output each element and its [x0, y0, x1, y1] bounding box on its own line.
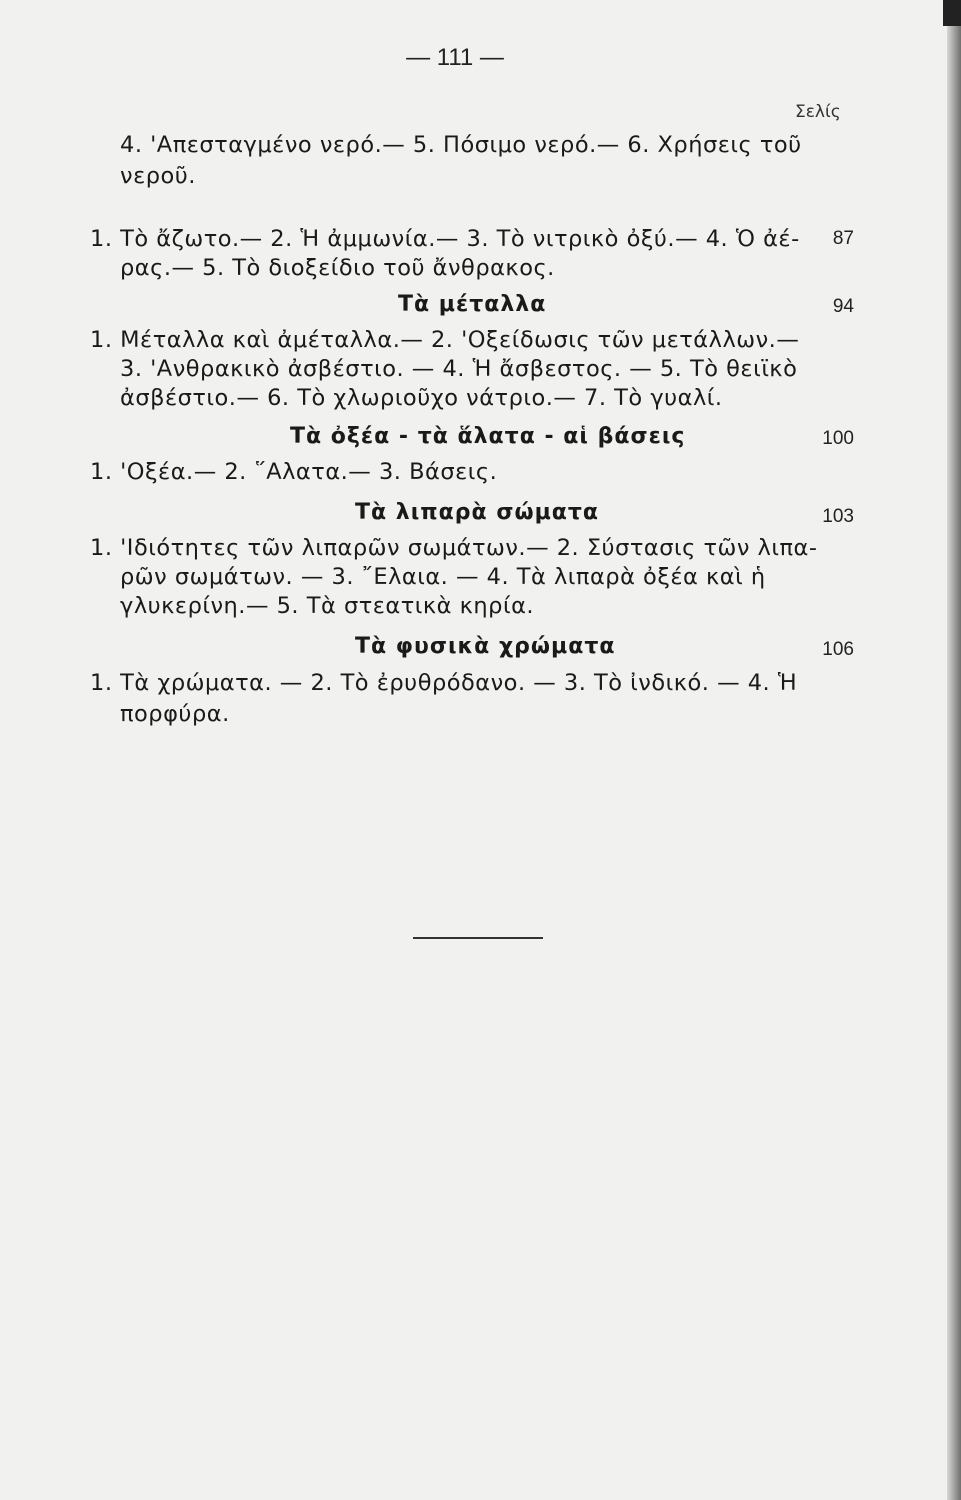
metals-page-ref: 94	[832, 296, 854, 317]
nitrogen-line-1: 1. Τὸ ἄζωτο.— 2. Ἡ ἀμμωνία.— 3. Τὸ νιτρικὸ ὀξύ.— 4. Ὁ ἀέ-	[90, 226, 800, 252]
metals-line-3: ἀσβέστιο.— 6. Τὸ χλωριοῦχο νάτριο.— 7. Τὸ γυαλί.	[120, 385, 723, 411]
nitrogen-page-ref: 87	[832, 228, 854, 249]
fats-line-1: 1. 'Ιδιότητες τῶν λιπαρῶν σωμάτων.— 2. Σύστασις τῶν λιπα-	[90, 535, 818, 561]
fats-line-2: ρῶν σωμάτων. — 3. ῎Ελαια. — 4. Τὰ λιπαρὰ ὀξέα καὶ ἡ	[120, 564, 766, 590]
acids-heading: Τὰ ὀξέα - τὰ ἅλατα - αἱ βάσεις	[290, 424, 686, 449]
fats-heading: Τὰ λιπαρὰ σώματα	[355, 500, 600, 525]
colors-line-1: 1. Τὰ χρώματα. — 2. Τὸ ἐρυθρόδανο. — 3. Τὸ ἰνδικό. — 4. Ἡ	[90, 670, 798, 696]
intro-line-2: νεροῦ.	[120, 163, 196, 189]
colors-heading: Τὰ φυσικὰ χρώματα	[355, 634, 616, 659]
pages-column-header: Σελίς	[795, 102, 841, 122]
page-corner-shadow	[943, 0, 961, 26]
fats-page-ref: 103	[822, 506, 854, 527]
intro-line-1: 4. 'Απεσταγμένο νερό.— 5. Πόσιμο νερό.— 6. Χρήσεις τοῦ	[120, 132, 802, 158]
fats-line-3: γλυκερίνη.— 5. Τὰ στεατικὰ κηρία.	[120, 593, 535, 619]
page-edge-shadow	[947, 0, 961, 1500]
metals-line-1: 1. Μέταλλα καὶ ἀμέταλλα.— 2. 'Οξείδωσις τῶν μετάλλων.—	[90, 327, 800, 353]
metals-heading: Τὰ μέταλλα	[398, 292, 547, 317]
metals-line-2: 3. 'Ανθρακικὸ ἀσβέστιο. — 4. Ἡ ἄσβεστος. — 5. Τὸ θειϊκὸ	[120, 356, 798, 382]
acids-page-ref: 100	[822, 428, 854, 449]
end-rule	[413, 937, 543, 939]
colors-page-ref: 106	[822, 639, 854, 660]
colors-line-2: πορφύρα.	[120, 701, 230, 727]
page-number: — 111 —	[406, 44, 504, 71]
acids-line-1: 1. 'Οξέα.— 2. ῞Αλατα.— 3. Βάσεις.	[90, 459, 498, 485]
nitrogen-line-2: ρας.— 5. Τὸ διοξείδιο τοῦ ἄνθρακος.	[120, 255, 555, 281]
